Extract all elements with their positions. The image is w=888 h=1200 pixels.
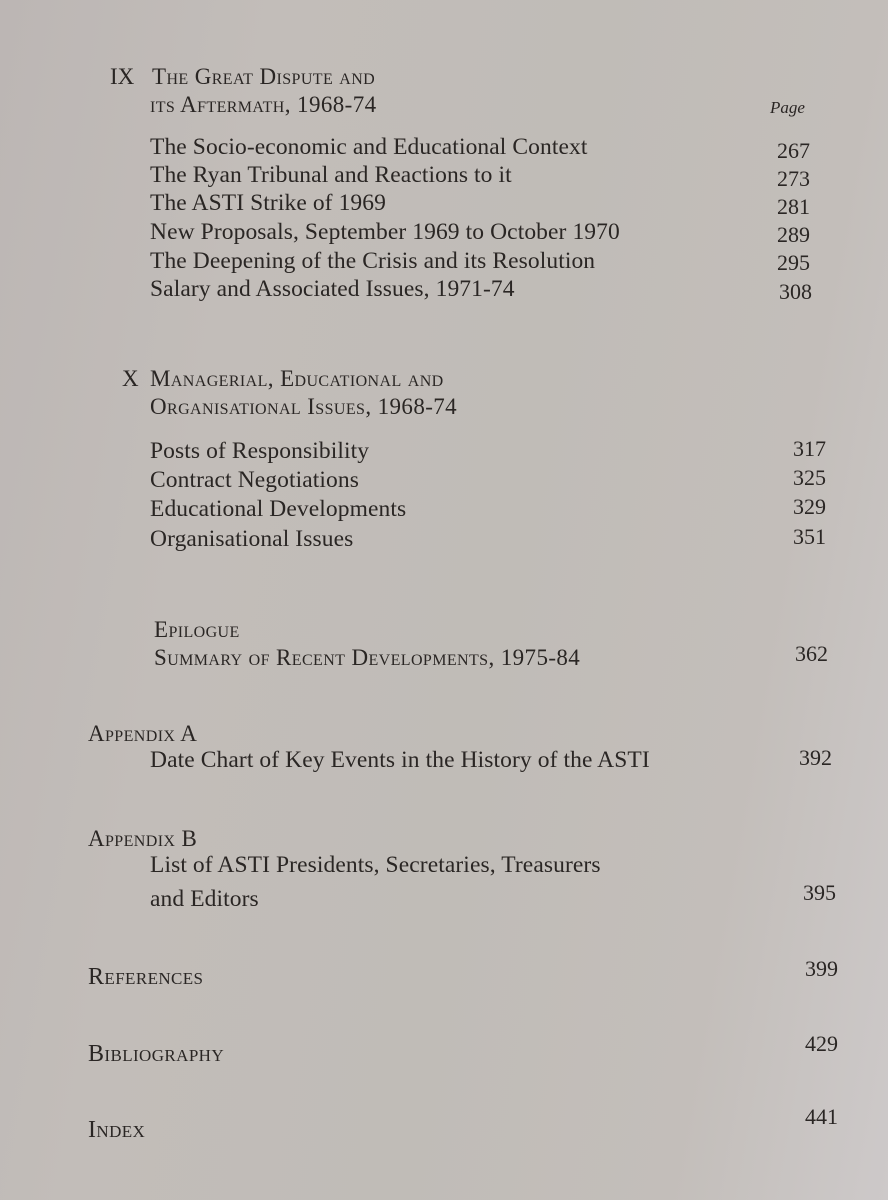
toc-entry: The Ryan Tribunal and Reactions to it <box>150 162 512 188</box>
toc-page-number: 308 <box>779 279 812 304</box>
toc-entry: Educational Developments <box>150 496 407 522</box>
epilogue-title: Summary of Recent Developments, 1975-84 <box>154 645 581 670</box>
chapter-x-title-line1: Managerial, Educational and <box>150 366 444 391</box>
appendix-a-title: Date Chart of Key Events in the History of the ASTI <box>150 747 650 773</box>
toc-page-number: 441 <box>805 1104 838 1129</box>
appendix-b-title-line1: List of ASTI Presidents, Secretaries, Treasurers <box>150 852 601 878</box>
toc-entry: The Deepening of the Crisis and its Resolution <box>150 248 596 274</box>
toc-page-number: 289 <box>777 222 810 247</box>
toc-page-number: 395 <box>803 880 836 905</box>
chapter-x-title-line2: Organisational Issues, 1968-74 <box>150 394 458 419</box>
references-heading: References <box>88 964 204 990</box>
chapter-x-number: X <box>122 366 139 391</box>
chapter-ix-title-line2: its Aftermath, 1968-74 <box>150 92 377 117</box>
toc-page-number: 325 <box>793 465 826 490</box>
toc-entry: Organisational Issues <box>150 526 354 552</box>
toc-page-number: 317 <box>793 436 826 461</box>
appendix-b-title-line2: and Editors <box>150 886 259 912</box>
toc-page-number: 362 <box>795 641 828 666</box>
appendix-b-heading: Appendix B <box>88 826 198 851</box>
toc-page-number: 429 <box>805 1031 838 1056</box>
toc-entry: Salary and Associated Issues, 1971-74 <box>150 276 515 302</box>
index-heading: Index <box>88 1117 146 1143</box>
page-column-label: Page <box>770 98 805 117</box>
toc-entry: Contract Negotiations <box>150 467 359 493</box>
toc-page-number: 281 <box>777 194 810 219</box>
chapter-ix-title-line1: The Great Dispute and <box>152 64 376 89</box>
toc-entry: The ASTI Strike of 1969 <box>150 190 386 216</box>
bibliography-heading: Bibliography <box>88 1041 225 1067</box>
toc-page-number: 392 <box>799 745 832 770</box>
toc-entry: The Socio-economic and Educational Context <box>150 134 588 160</box>
toc-entry: New Proposals, September 1969 to October 1970 <box>150 219 620 245</box>
chapter-ix-number: IX <box>110 64 135 89</box>
toc-page-number: 399 <box>805 956 838 981</box>
epilogue-heading: Epilogue <box>154 617 240 642</box>
toc-page-number: 273 <box>777 166 810 191</box>
appendix-a-heading: Appendix A <box>88 721 198 746</box>
toc-page-number: 267 <box>777 138 810 163</box>
toc-page-number: 329 <box>793 494 826 519</box>
toc-entry: Posts of Responsibility <box>150 438 370 464</box>
toc-page-number: 351 <box>793 524 826 549</box>
toc-page-number: 295 <box>777 250 810 275</box>
